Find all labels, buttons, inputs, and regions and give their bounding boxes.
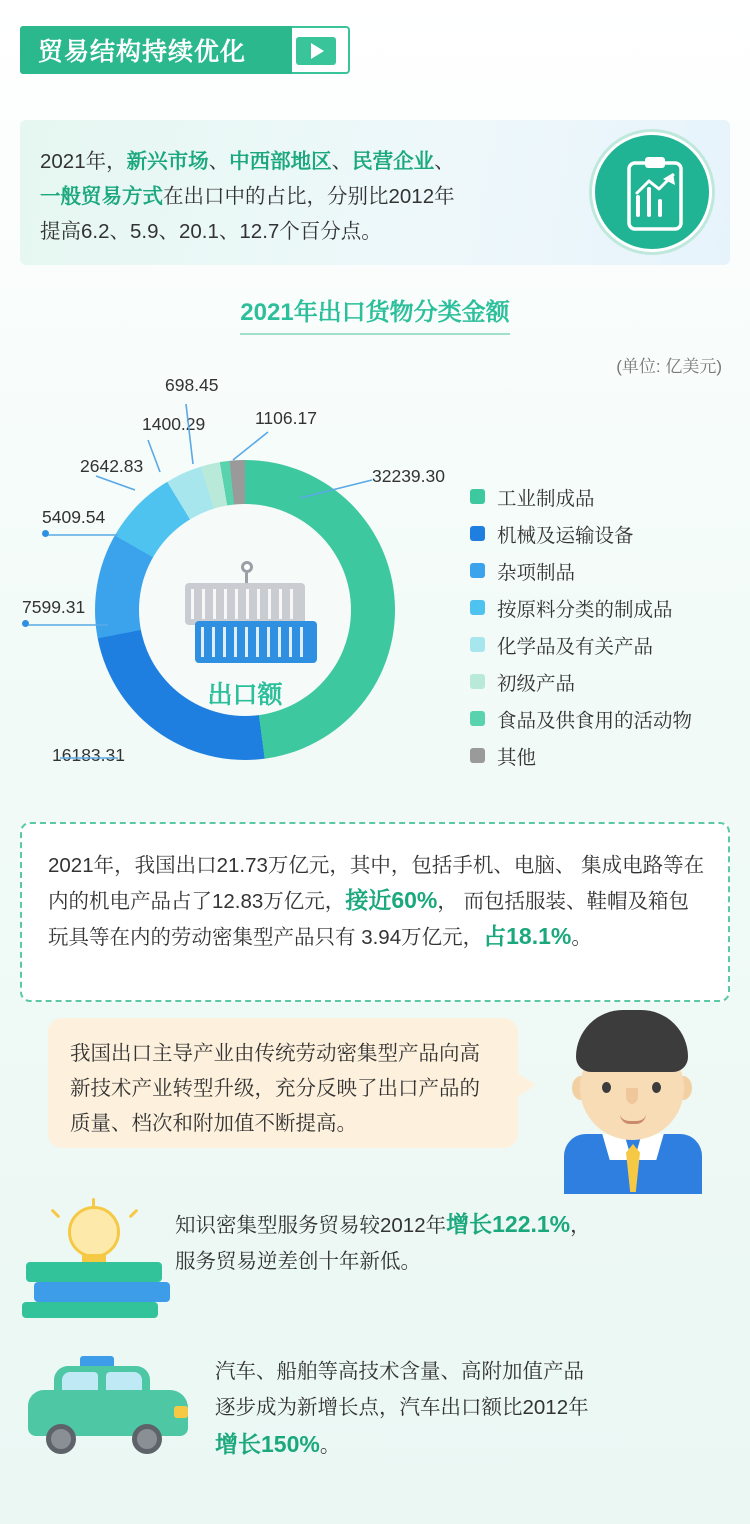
legend-item-1[interactable] xyxy=(470,515,740,552)
legend-label-7: 其他 xyxy=(497,746,537,769)
bulb-glass xyxy=(68,1206,120,1258)
intro-text xyxy=(40,144,580,249)
chart-unit: (单位: 亿美元) xyxy=(616,357,722,376)
note-t5: 3.94万亿元， xyxy=(361,926,484,949)
intro-sep1: 、 xyxy=(208,150,230,173)
note-t3: ， xyxy=(437,890,458,913)
bulb-hl1: 增长122.1% xyxy=(446,1211,571,1237)
note-hl1: 接近60% xyxy=(345,887,438,913)
speech-bubble-text: 我国出口主导产业由传统劳动密集型产品向高新技术产业转型升级，充分反映了出口产品的质量、档次和附加值不断提高。 xyxy=(70,1042,480,1135)
car-wheel-front xyxy=(46,1424,76,1454)
person-eye-right xyxy=(652,1082,661,1093)
legend-swatch-4 xyxy=(470,637,485,652)
callout-value-5: 1400.29 xyxy=(142,414,206,434)
legend-label-3: 按原料分类的制成品 xyxy=(497,598,673,621)
callout-value-7: 1106.17 xyxy=(255,408,317,428)
book-3 xyxy=(22,1302,158,1318)
note-t2: 集成电路等在内的机电产品占了12.83万亿元， xyxy=(48,854,705,913)
intro-sep3: 、 xyxy=(434,150,455,173)
play-icon[interactable] xyxy=(296,37,336,65)
intro-line3: 提高6.2、5.9、20.1、12.7个百分点。 xyxy=(40,220,382,243)
legend-label-6: 食品及供食用的活动物 xyxy=(497,709,693,732)
legend-swatch-2 xyxy=(470,563,485,578)
bulb-row xyxy=(20,1200,730,1318)
note-hl2: 占18.1% xyxy=(483,923,572,949)
book-1 xyxy=(26,1262,162,1282)
person-hair xyxy=(576,1010,688,1072)
intro-line1a: 2021年， xyxy=(40,150,127,173)
note-t1: 2021年，我国出口21.73万亿元，其中，包括手机、电脑、 xyxy=(48,854,576,877)
lightbulb-books-icon xyxy=(20,1200,175,1318)
car-icon xyxy=(28,1360,193,1456)
bulb-t3: 服务贸易逆差创十年新低。 xyxy=(175,1250,421,1273)
bulb-t1: 知识密集型服务贸易较2012年 xyxy=(175,1214,447,1237)
chart-legend xyxy=(470,478,740,774)
bulb-t2: ， xyxy=(570,1214,591,1237)
intro-card xyxy=(20,120,730,265)
callout-value-6: 698.45 xyxy=(165,375,219,395)
speech-bubble xyxy=(48,1018,518,1148)
callout-value-3: 5409.54 xyxy=(42,507,106,527)
page-title: 贸易结构持续优化 xyxy=(38,38,247,66)
chart-title: 2021年出口货物分类金额 xyxy=(240,292,509,335)
note-dashed-text xyxy=(48,848,708,955)
donut-center-label: 出口额 xyxy=(207,681,283,709)
car-wheel-rear xyxy=(132,1424,162,1454)
car-t1: 汽车、船舶等高技术含量、高附加值产品 xyxy=(215,1360,584,1383)
intro-sep2: 、 xyxy=(331,150,353,173)
legend-label-5: 初级产品 xyxy=(497,672,576,695)
book-2 xyxy=(34,1282,170,1302)
legend-item-6[interactable] xyxy=(470,700,740,737)
car-row-text xyxy=(215,1354,730,1464)
note-t6: 。 xyxy=(571,926,592,949)
clipboard-chart-icon xyxy=(592,132,712,252)
person-avatar-icon xyxy=(540,1010,730,1190)
legend-label-0: 工业制成品 xyxy=(497,487,595,510)
callout-value-2: 7599.31 xyxy=(22,597,86,617)
legend-swatch-5 xyxy=(470,674,485,689)
legend-label-4: 化学品及有关产品 xyxy=(497,635,654,658)
bulb-ray-left xyxy=(51,1209,61,1219)
legend-swatch-1 xyxy=(470,526,485,541)
car-row xyxy=(20,1340,730,1480)
legend-item-3[interactable] xyxy=(470,589,740,626)
intro-line2b: 在出口中的占比，分别比2012年 xyxy=(163,185,455,208)
header-band xyxy=(20,26,292,74)
play-triangle xyxy=(311,43,324,59)
legend-item-0[interactable] xyxy=(470,478,740,515)
legend-item-2[interactable] xyxy=(470,552,740,589)
legend-item-7[interactable] xyxy=(470,737,740,774)
callout-value-1: 16183.31 xyxy=(52,745,125,765)
car-hl1: 增长150% xyxy=(215,1431,320,1457)
note-dashed-box xyxy=(20,822,730,1002)
bulb-row-text xyxy=(175,1206,730,1280)
car-t2: 逐步成为新增长点，汽车出口额比2012年 xyxy=(215,1396,589,1419)
legend-label-1: 机械及运输设备 xyxy=(497,524,634,547)
intro-hl4: 一般贸易方式 xyxy=(40,185,163,208)
car-headlight xyxy=(174,1406,188,1418)
legend-swatch-3 xyxy=(470,600,485,615)
person-eye-left xyxy=(602,1082,611,1093)
legend-item-5[interactable] xyxy=(470,663,740,700)
intro-hl2: 中西部地区 xyxy=(229,150,332,173)
page-header xyxy=(20,26,350,74)
chart-title-wrap xyxy=(0,292,750,335)
intro-hl3: 民营企业 xyxy=(352,150,435,173)
person-nose xyxy=(626,1088,638,1104)
car-t3: 。 xyxy=(319,1434,341,1457)
legend-swatch-7 xyxy=(470,748,485,763)
legend-swatch-0 xyxy=(470,489,485,504)
legend-label-2: 杂项制品 xyxy=(497,561,576,584)
legend-item-4[interactable] xyxy=(470,626,740,663)
legend-swatch-6 xyxy=(470,711,485,726)
callout-value-0: 32239.30 xyxy=(372,466,445,486)
intro-hl1: 新兴市场 xyxy=(126,150,209,173)
bulb-ray-right xyxy=(129,1209,139,1219)
callout-value-4: 2642.83 xyxy=(80,456,144,476)
note-t4: 而包括服装、鞋帽及箱包玩具等在内的劳动密集型产品只有 xyxy=(48,890,690,949)
